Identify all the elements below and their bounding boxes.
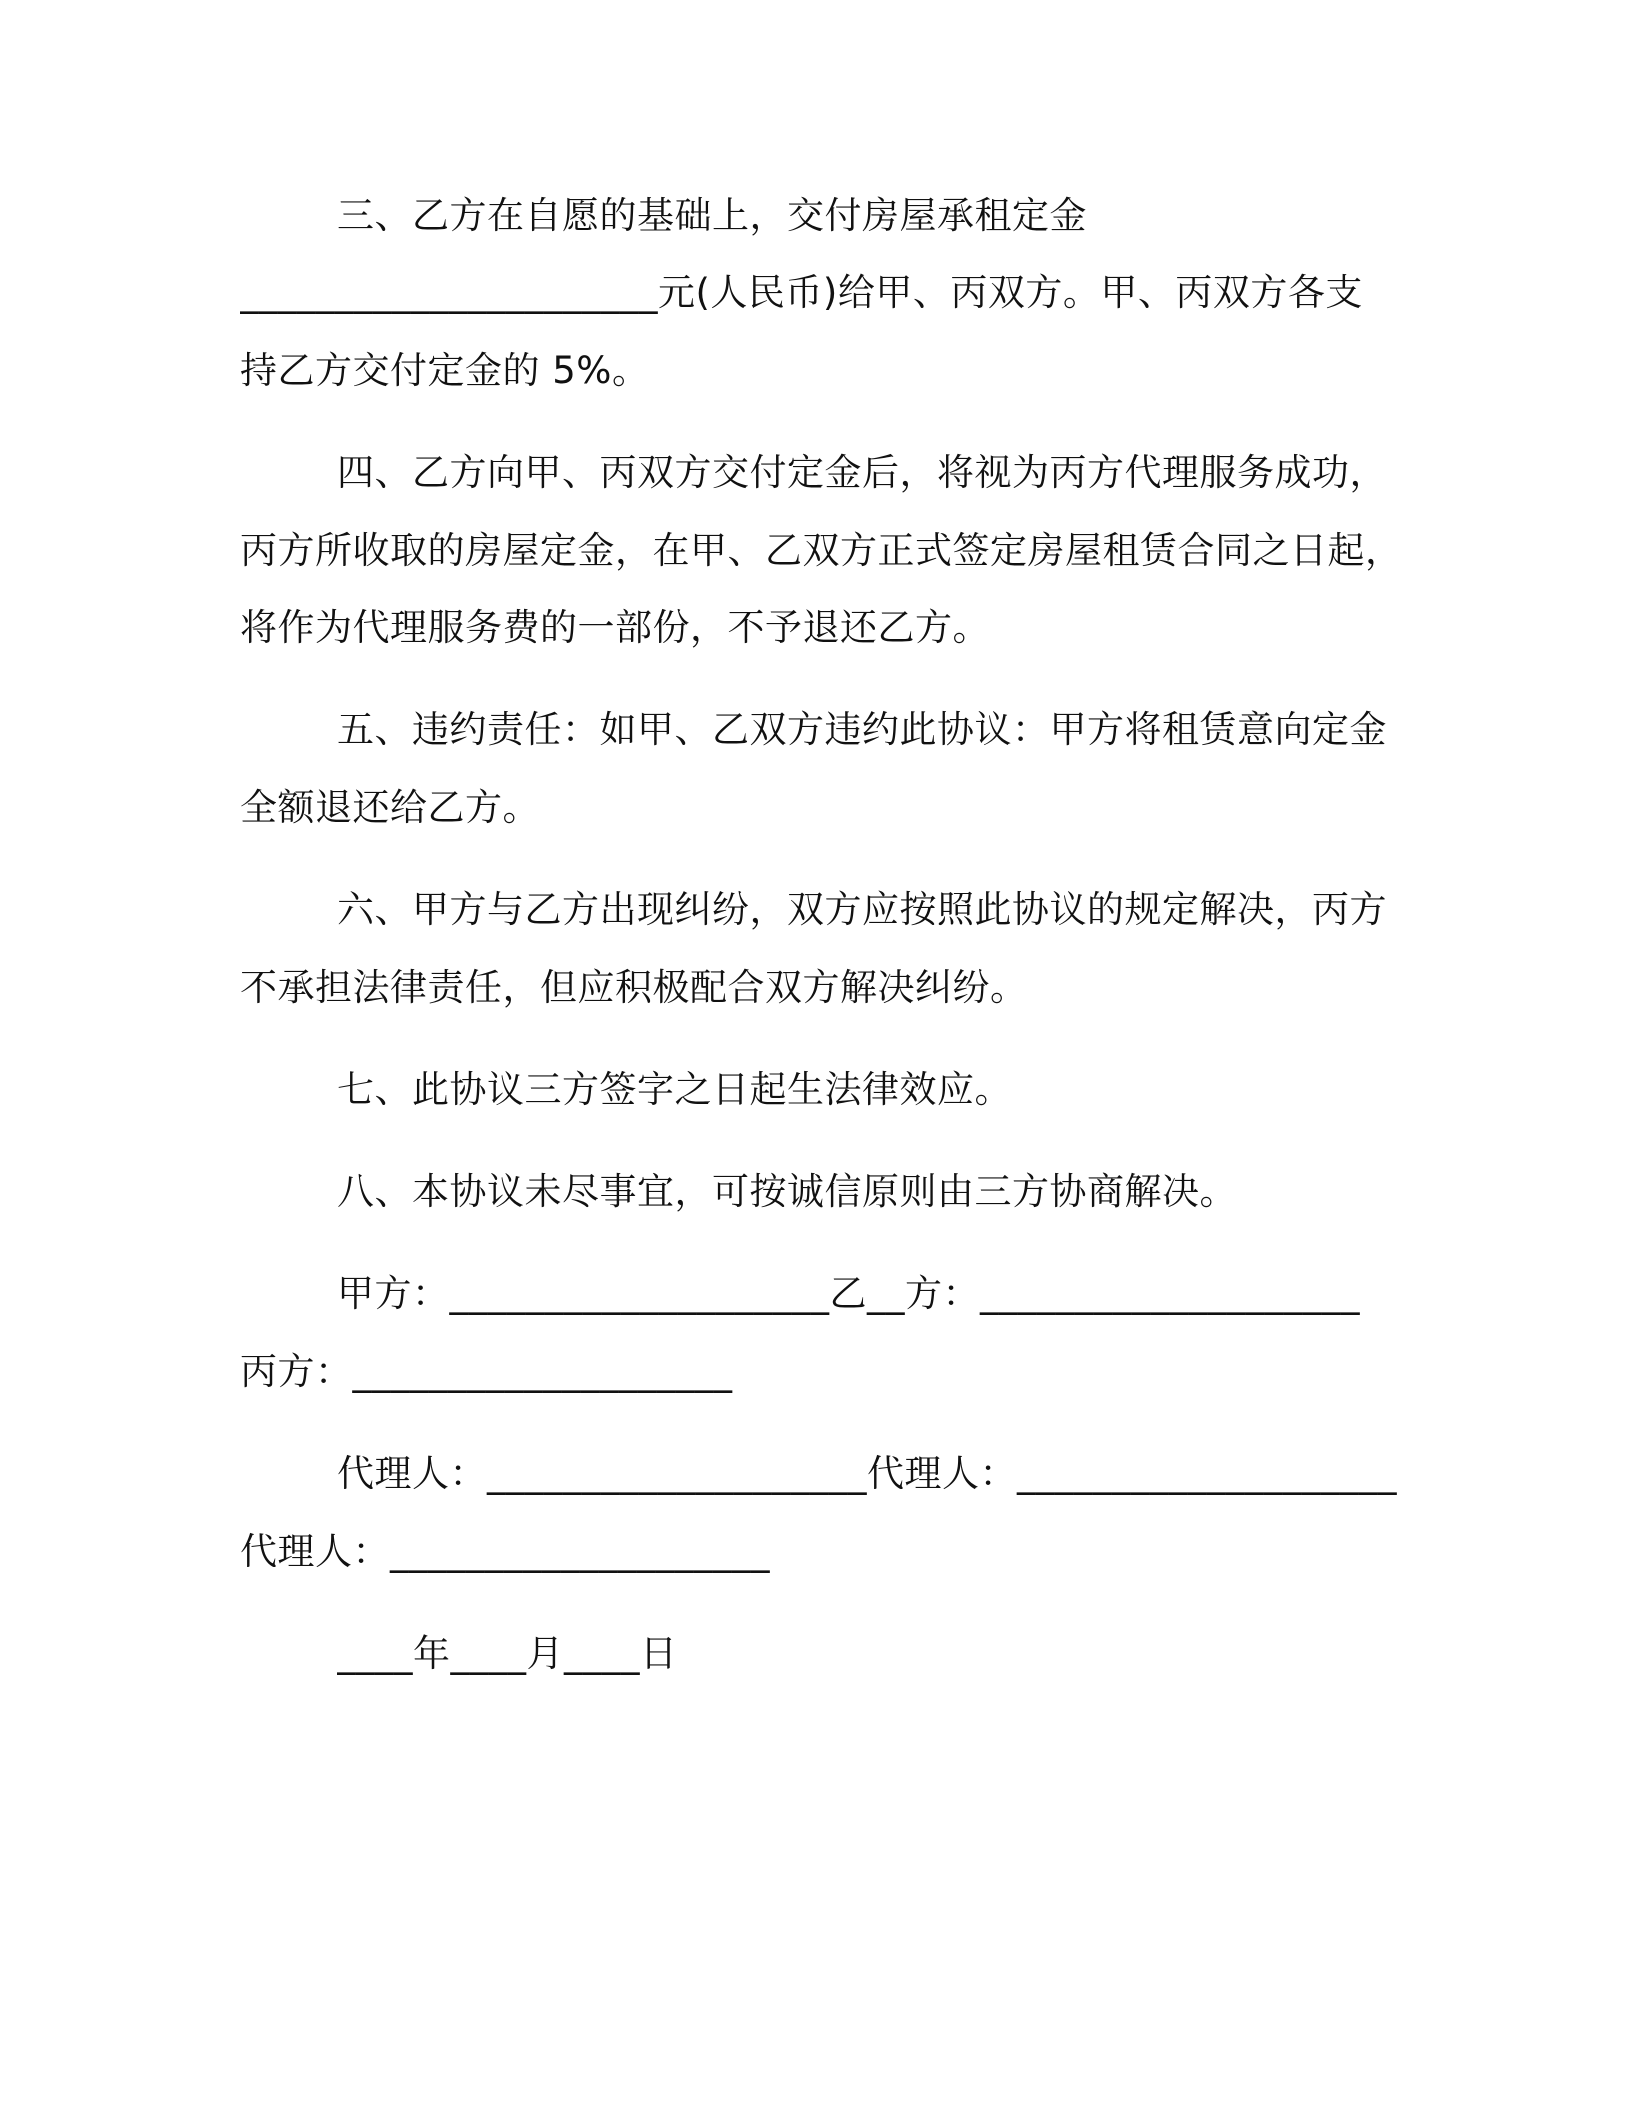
clause-5-line-2: 全额退还给乙方。 — [240, 786, 540, 829]
clause-3-line-3: 持乙方交付定金的 5%。 — [240, 349, 650, 392]
signature-party-c: 丙方：____________________ — [240, 1350, 733, 1393]
clause-6-line-2: 不承担法律责任，但应积极配合双方解决纠纷。 — [240, 966, 1028, 1009]
clause-8: 八、本协议未尽事宜，可按诚信原则由三方协商解决。 — [337, 1170, 1237, 1213]
signature-agents-1: 代理人：____________________代理人：____________________ — [337, 1452, 1397, 1495]
signature-party-a-b: 甲方：____________________乙__方：____________________ — [337, 1272, 1360, 1315]
clause-6-line-1: 六、甲方与乙方出现纠纷，双方应按照此协议的规定解决，丙方 — [337, 888, 1387, 931]
clause-4-line-2: 丙方所收取的房屋定金，在甲、乙双方正式签定房屋租赁合同之日起， — [240, 529, 1403, 572]
clause-3-line-1: 三、乙方在自愿的基础上，交付房屋承租定金 — [337, 194, 1087, 237]
date-line: ____年____月____日 — [337, 1632, 678, 1675]
signature-agent-2: 代理人：____________________ — [240, 1530, 770, 1573]
clause-4-line-3: 将作为代理服务费的一部份，不予退还乙方。 — [240, 606, 990, 649]
clause-4-line-1: 四、乙方向甲、丙双方交付定金后，将视为丙方代理服务成功， — [337, 451, 1387, 494]
clause-7: 七、此协议三方签字之日起生法律效应。 — [337, 1068, 1012, 1111]
clause-5-line-1: 五、违约责任：如甲、乙双方违约此协议：甲方将租赁意向定金 — [337, 708, 1387, 751]
clause-3-line-2: ______________________元(人民币)给甲、丙双方。甲、丙双方各支 — [240, 271, 1363, 314]
